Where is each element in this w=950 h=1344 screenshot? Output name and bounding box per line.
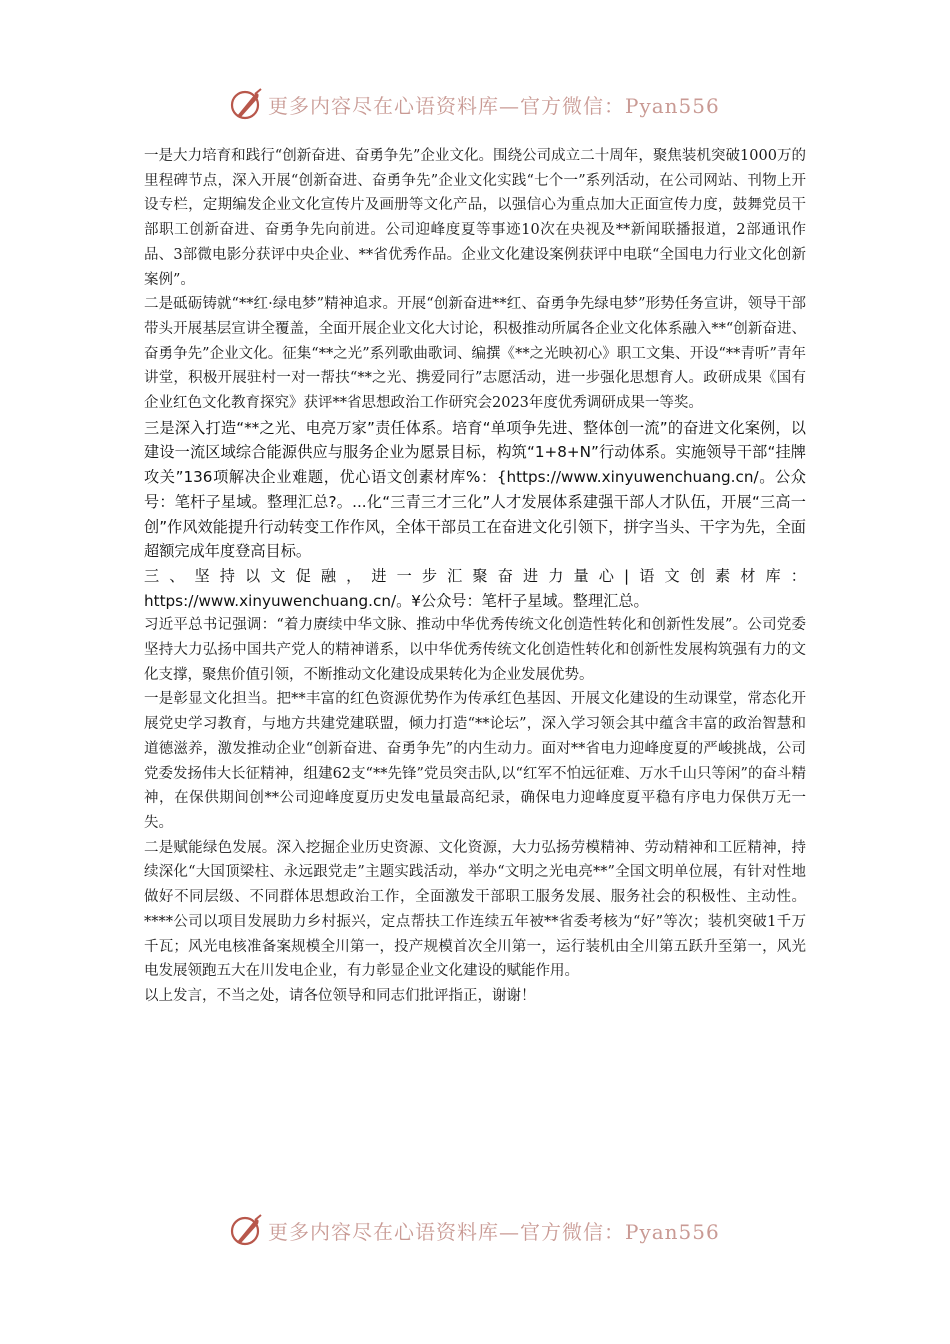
banner-text: 更多内容尽在心语资料库—官方微信：Pyan556 <box>268 93 720 118</box>
header-banner <box>228 84 748 124</box>
paragraph-cultural-responsibility: 一是彰显文化担当。把**丰富的红色资源优势作为传承红色基因、开展文化建设的生动课堂，常态化开展党史学习教育，与地方共建党建联盟，倾力打造“**论坛”，深入学习领会其中蕴含丰富的政治智慧和道德滋养，激发推动企业“创新奋进、奋勇争先”的内生动力。面对**省电力迎峰度夏的严峻挑战，公司党委发扬伟大长征精神，组建62支“**先锋”党员突击队,以“红军不怕远征难、万水千山只等闲”的奋斗精神，在保供期间创**公司迎峰度夏历史发电量最高纪录，确保电力迎峰度夏平稳有序电力保供万无一失。 <box>144 691 806 831</box>
paragraph-xi-quote: 习近平总书记强调：“着力赓续中华文脉、推动中华优秀传统文化创造性转化和创新性发展”。公司党委坚持大力弘扬中国共产党人的精神谱系，以中华优秀传统文化创造性转化和创新性发展构筑强有力的文化支撑，聚焦价值引领，不断推动文化建设成果转化为企业发展优势。 <box>144 617 806 683</box>
quill-pen-logo-icon <box>228 86 264 122</box>
section-heading-three: 三、坚持以文促融，进一步汇聚奋进力量心|语文创素材库：https://www.xinyuwenchuang.cn/。¥公众号：笔杆子星域。整理汇总。 <box>144 566 806 610</box>
paragraph-green-development: 二是赋能绿色发展。深入挖掘企业历史资源、文化资源，大力弘扬劳模精神、劳动精神和工匠精神，持续深化“大国顶梁柱、永远跟党走”主题实践活动，举办“文明之光电亮**”全国文明单位展，有针对性地做好不同层级、不同群体思想政治工作，全面激发干部职工服务发展、服务社会的积极性、主动性。****公司以项目发展助力乡村振兴，定点帮扶工作连续五年被**省委考核为“好”等次；装机突破1千万千瓦；风光电核准备案规模全川第一，投产规模首次全川第一，运行装机由全川第五跃升至第一，风光电发展领跑五大在川发电企业，有力彰显企业文化建设的赋能作用。 <box>144 839 806 980</box>
footer-banner <box>228 1210 748 1250</box>
quill-pen-logo-icon <box>228 1212 264 1248</box>
banner-text: 更多内容尽在心语资料库—官方微信：Pyan556 <box>268 1219 720 1244</box>
paragraph-responsibility-system: 三是深入打造“**之光、电亮万家”责任体系。培育“单项争先进、整体创一流”的奋进文化案例，以建设一流区域综合能源供应与服务企业为愿景目标，构筑“1+8+N”行动体系。实施领导干部“挂牌攻关”136项解决企业难题，优心语文创素材库%：{https://www.xinyuwenchuang.cn/。公众号：笔杆子星域。整理汇总?。...化“三青三才三化”人才发展体系建强干部人才队伍，开展“三高一创”作风效能提升行动转变工作作风，全体干部员工在奋进文化引领下，拼字当头、干字为先，全面超额完成年度登高目标。 <box>144 418 806 561</box>
paragraph-closing: 以上发言，不当之处，请各位领导和同志们批评指正，谢谢！ <box>144 987 536 1004</box>
paragraph-spirit-pursuit: 二是砥砺铸就“**红·绿电梦”精神追求。开展“创新奋进**红、奋勇争先绿电梦”形势任务宣讲，领导干部带头开展基层宣讲全覆盖，全面开展企业文化大讨论，积极推动所属各企业文化体系融入**“创新奋进、奋勇争先”企业文化。征集“**之光”系列歌曲歌词、编撰《**之光映初心》职工文集、开设“**青听”青年讲堂，积极开展驻村一对一帮扶“**之光、携爱同行”志愿活动，进一步强化思想育人。政研成果《国有企业红色文化教育探究》获评**省思想政治工作研究会2023年度优秀调研成果一等奖。 <box>144 296 806 412</box>
paragraph-culture-practice: 一是大力培育和践行“创新奋进、奋勇争先”企业文化。围绕公司成立二十周年，聚焦装机突破1000万的里程碑节点，深入开展“创新奋进、奋勇争先”企业文化实践“七个一”系列活动，在公司网站、刊物上开设专栏，定期编发企业文化宣传片及画册等文化产品，以强信心为重点加大正面宣传力度，鼓舞党员干部职工创新奋进、奋勇争先向前进。公司迎峰度夏等事迹10次在央视及**新闻联播报道，2部通讯作品、3部微电影分获评中央企业、**省优秀作品。企业文化建设案例获评中电联“全国电力行业文化创新案例”。 <box>144 148 806 288</box>
document-body <box>144 144 806 1009</box>
